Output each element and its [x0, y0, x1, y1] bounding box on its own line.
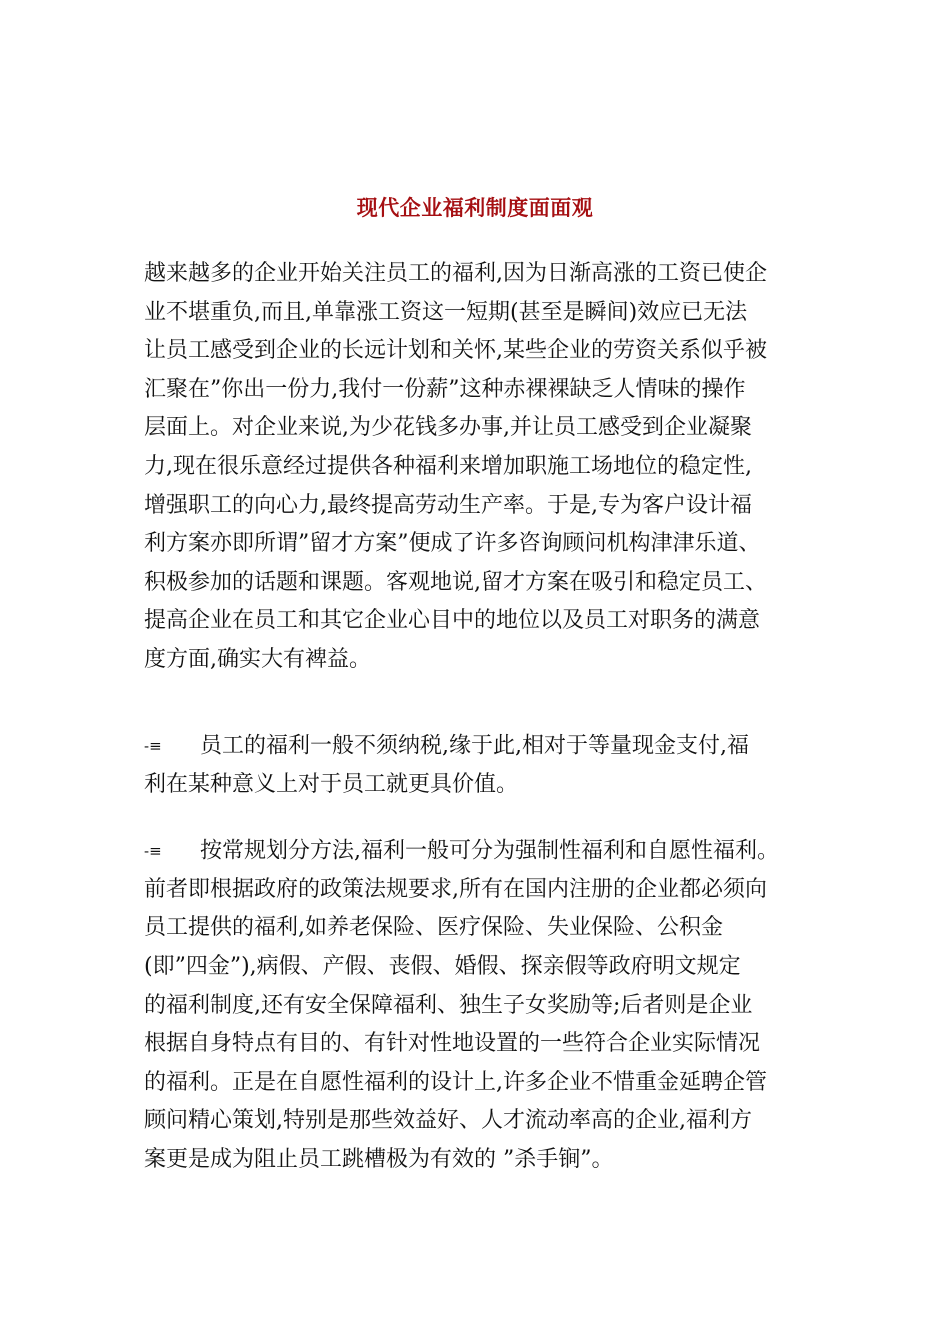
paragraph-tax-benefit [144, 727, 812, 804]
paragraph-line: 的福利制度,还有安全保障福利、独生子女奖励等;后者则是企业 [144, 992, 753, 1018]
paragraph-line: 让员工感受到企业的长远计划和关怀,某些企业的劳资关系似乎被 [144, 338, 767, 364]
paragraph-line: 越来越多的企业开始关注员工的福利,因为日渐高涨的工资已使企 [144, 261, 767, 286]
paragraph-line: 前者即根据政府的政策法规要求,所有在国内注册的企业都必须向 [144, 876, 767, 902]
paragraph-line: 业不堪重负,而且,单靠涨工资这一短期(甚至是瞬间)效应已无法 [144, 299, 748, 325]
paragraph-line [144, 727, 812, 766]
bullet-marker: -≡ [144, 842, 162, 860]
paragraph-line: 汇聚在”你出一份力,我付一份薪”这种赤裸裸缺乏人情味的操作 [144, 376, 746, 402]
paragraph-line-text: 按常规划分方法,福利一般可分为强制性福利和自愿性福利。 [200, 838, 779, 864]
paragraph-line: 利方案亦即所谓”留才方案”便成了许多咨询顾问机构津津乐道、 [144, 531, 761, 557]
paragraph-line [144, 832, 812, 871]
paragraph-line: 的福利。正是在自愿性福利的设计上,许多企业不惜重金延聘企管 [144, 1069, 767, 1095]
paragraph-line: 员工提供的福利,如养老保险、医疗保险、失业保险、公积金 [144, 915, 723, 941]
paragraph-line: 层面上。对企业来说,为少花钱多办事,并让员工感受到企业凝聚 [144, 415, 752, 441]
paragraph-line: 积极参加的话题和课题。客观地说,留才方案在吸引和稳定员工、 [144, 569, 767, 595]
paragraph-line: 增强职工的向心力,最终提高劳动生产率。于是,专为客户设计福 [144, 492, 752, 518]
paragraph-intro [144, 255, 812, 680]
paragraph-line: 利在某种意义上对于员工就更具价值。 [144, 771, 519, 797]
paragraph-line: 案更是成为阻止员工跳槽极为有效的 ”杀手锏”。 [144, 1147, 614, 1173]
paragraph-line: 根据自身特点有目的、有针对性地设置的一些符合企业实际情况 [144, 1031, 761, 1057]
paragraph-benefit-types [144, 832, 812, 1180]
paragraph-line: 力,现在很乐意经过提供各种福利来增加职施工场地位的稳定性, [144, 453, 752, 479]
paragraph-line-text: 员工的福利一般不须纳税,缘于此,相对于等量现金支付,福 [200, 733, 749, 759]
bullet-marker: -≡ [144, 737, 162, 755]
paragraph-line: 顾问精心策划,特别是那些效益好、人才流动率高的企业,福利方 [144, 1108, 752, 1134]
paragraph-line: 度方面,确实大有裨益。 [144, 646, 371, 672]
document-title: 现代企业福利制度面面观 [356, 195, 594, 220]
paragraph-line: (即”四金”),病假、产假、丧假、婚假、探亲假等政府明文规定 [144, 954, 741, 980]
paragraph-line: 提高企业在员工和其它企业心目中的地位以及员工对职务的满意 [144, 608, 761, 634]
